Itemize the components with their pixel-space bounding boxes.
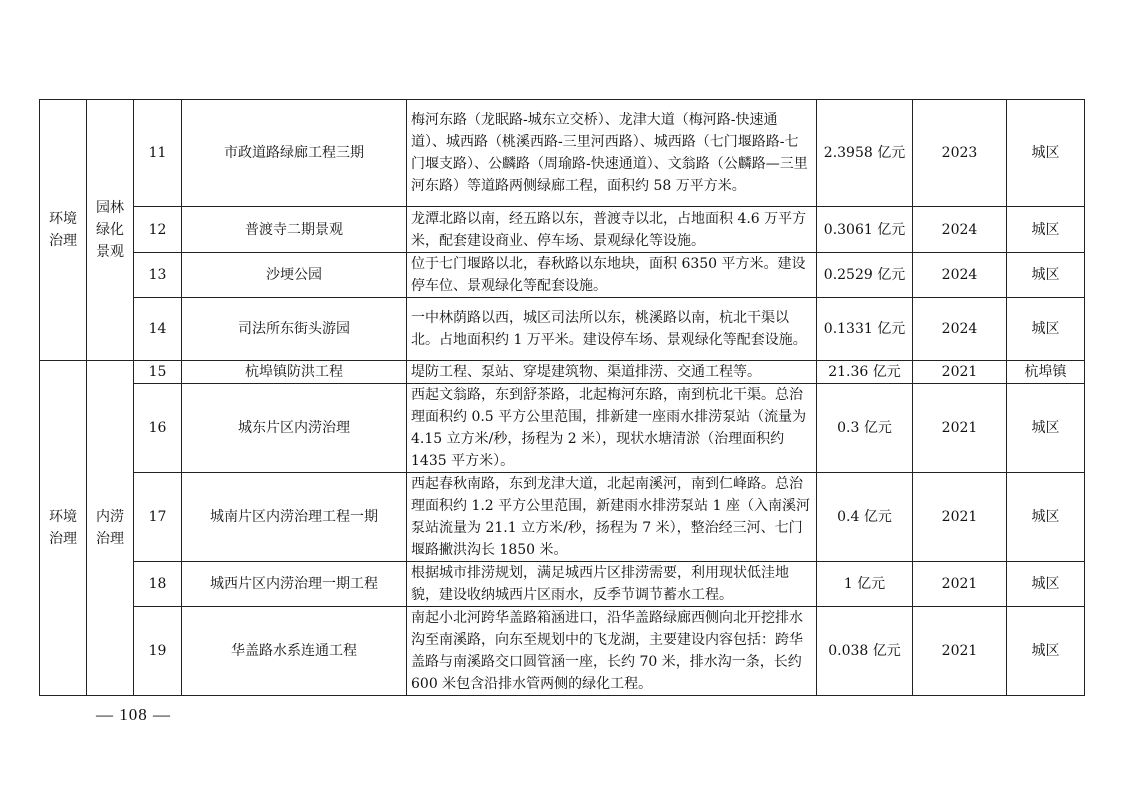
year: 2021	[913, 361, 1007, 384]
subcategory-cell: 园林绿化景观	[87, 100, 134, 361]
location: 城区	[1007, 562, 1085, 607]
project-description: 位于七门堰路以北，春秋路以东地块，面积 6350 平方米。建设停车位、景观绿化等配套设施。	[407, 253, 817, 298]
category-cell: 环境治理	[40, 361, 87, 696]
table-row	[40, 384, 1085, 473]
location: 城区	[1007, 473, 1085, 562]
year: 2024	[913, 207, 1007, 253]
row-number: 17	[134, 473, 182, 562]
location: 城区	[1007, 253, 1085, 298]
project-name: 城南片区内涝治理工程一期	[182, 473, 407, 562]
location: 杭埠镇	[1007, 361, 1085, 384]
project-name: 城东片区内涝治理	[182, 384, 407, 473]
project-description: 梅河东路（龙眠路-城东立交桥）、龙津大道（梅河路-快速通道）、城西路（桃溪西路-三里河西路）、城西路（七门堰路路-七门堰支路）、公麟路（周瑜路-快速通道）、文翁路（公麟路—三里河东路）等道路两侧绿廊工程，面积约 58 万平方米。	[407, 100, 817, 207]
project-name: 城西片区内涝治理一期工程	[182, 562, 407, 607]
project-description: 根据城市排涝规划，满足城西片区排涝需要，利用现状低洼地貌，建设收纳城西片区雨水，反季节调节蓄水工程。	[407, 562, 817, 607]
project-description: 西起文翁路，东到舒茶路，北起梅河东路，南到杭北干渠。总治理面积约 0.5 平方公里范围，排新建一座雨水排涝泵站（流量为 4.15 立方米/秒，扬程为 2 米），现状水塘清淤（治理面积约 1435 平方米）。	[407, 384, 817, 473]
project-name: 杭埠镇防洪工程	[182, 361, 407, 384]
investment: 0.3 亿元	[817, 384, 913, 473]
project-description: 龙潭北路以南，经五路以东，普渡寺以北，占地面积 4.6 万平方米，配套建设商业、停车场、景观绿化等设施。	[407, 207, 817, 253]
project-description: 西起春秋南路，东到龙津大道，北起南溪河，南到仁峰路。总治理面积约 1.2 平方公里范围，新建雨水排涝泵站 1 座（入南溪河泵站流量为 21.1 立方米/秒，扬程为 7 米），整治经三河、七门堰路撇洪沟长 1850 米。	[407, 473, 817, 562]
project-table	[39, 99, 1085, 696]
row-number: 19	[134, 607, 182, 696]
row-number: 16	[134, 384, 182, 473]
year: 2024	[913, 253, 1007, 298]
table-row	[40, 253, 1085, 298]
project-description: 一中林荫路以西，城区司法所以东，桃溪路以南，杭北干渠以北。占地面积约 1 万平米。建设停车场、景观绿化等配套设施。	[407, 298, 817, 361]
year: 2021	[913, 607, 1007, 696]
table-row	[40, 562, 1085, 607]
table-row	[40, 473, 1085, 562]
year: 2023	[913, 100, 1007, 207]
investment: 0.038 亿元	[817, 607, 913, 696]
investment: 0.2529 亿元	[817, 253, 913, 298]
location: 城区	[1007, 607, 1085, 696]
project-name: 普渡寺二期景观	[182, 207, 407, 253]
row-number: 12	[134, 207, 182, 253]
row-number: 15	[134, 361, 182, 384]
table-row	[40, 361, 1085, 384]
table-row	[40, 207, 1085, 253]
category-cell: 环境治理	[40, 100, 87, 361]
project-name: 沙埂公园	[182, 253, 407, 298]
row-number: 18	[134, 562, 182, 607]
year: 2021	[913, 473, 1007, 562]
project-name: 市政道路绿廊工程三期	[182, 100, 407, 207]
year: 2024	[913, 298, 1007, 361]
subcategory-cell: 内涝治理	[87, 361, 134, 696]
location: 城区	[1007, 207, 1085, 253]
location: 城区	[1007, 298, 1085, 361]
project-description: 南起小北河跨华盖路箱涵进口，沿华盖路绿廊西侧向北开挖排水沟至南溪路，向东至规划中的飞龙湖，主要建设内容包括：跨华盖路与南溪路交口圆管涵一座，长约 70 米，排水沟一条，长约 600 米包含沿排水管两侧的绿化工程。	[407, 607, 817, 696]
investment: 1 亿元	[817, 562, 913, 607]
investment: 0.1331 亿元	[817, 298, 913, 361]
location: 城区	[1007, 100, 1085, 207]
year: 2021	[913, 562, 1007, 607]
project-description: 堤防工程、泵站、穿堤建筑物、渠道排涝、交通工程等。	[407, 361, 817, 384]
location: 城区	[1007, 384, 1085, 473]
row-number: 11	[134, 100, 182, 207]
project-name: 司法所东街头游园	[182, 298, 407, 361]
page-number: — 108 —	[96, 705, 171, 724]
project-name: 华盖路水系连通工程	[182, 607, 407, 696]
row-number: 14	[134, 298, 182, 361]
table-row	[40, 100, 1085, 207]
investment: 2.3958 亿元	[817, 100, 913, 207]
table-row	[40, 298, 1085, 361]
row-number: 13	[134, 253, 182, 298]
table-row	[40, 607, 1085, 696]
investment: 0.4 亿元	[817, 473, 913, 562]
investment: 21.36 亿元	[817, 361, 913, 384]
investment: 0.3061 亿元	[817, 207, 913, 253]
year: 2021	[913, 384, 1007, 473]
